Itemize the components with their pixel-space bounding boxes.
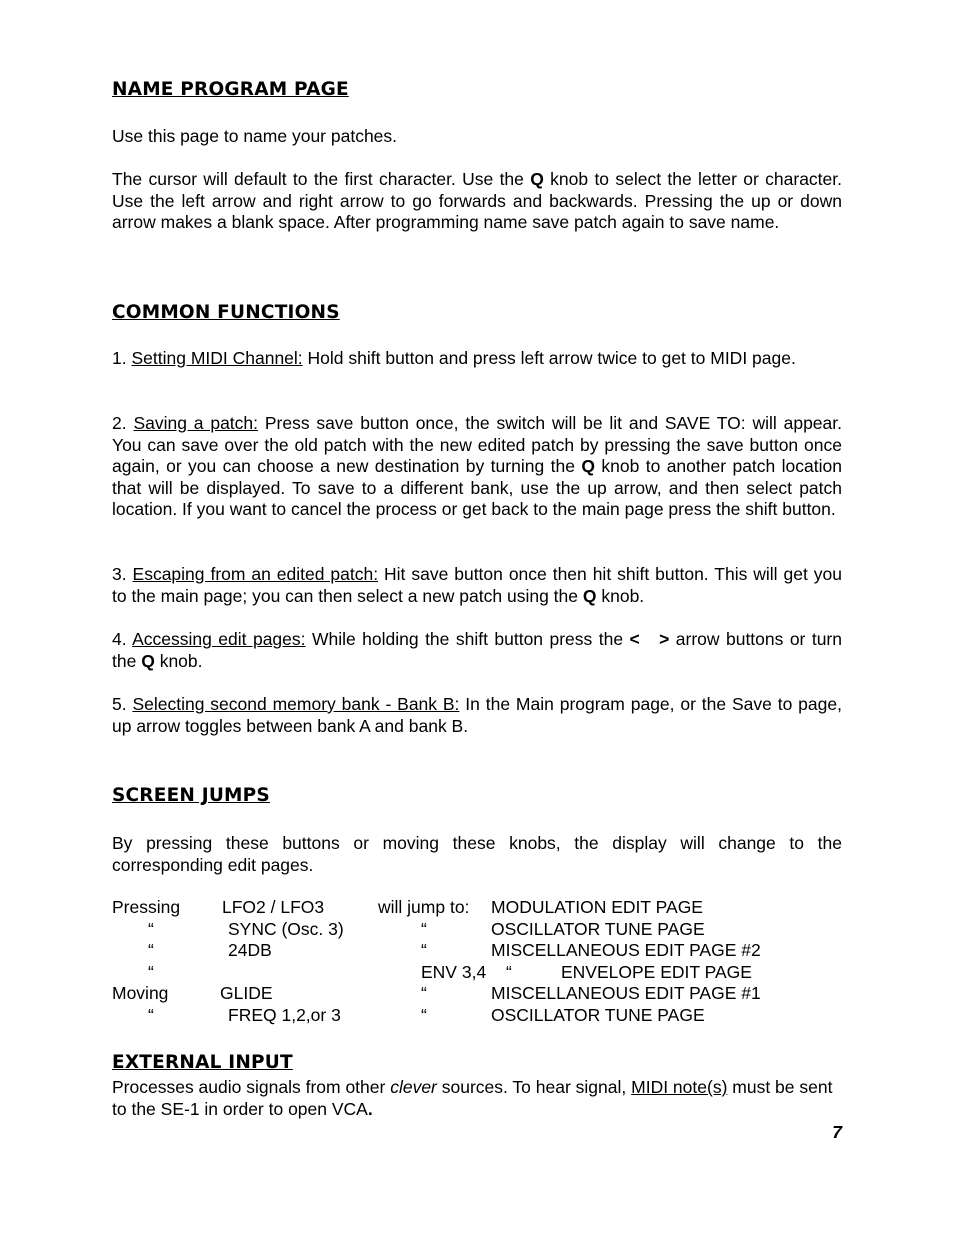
jump-target: ENVELOPE EDIT PAGE	[561, 962, 752, 982]
heading-common-functions: COMMON FUNCTIONS	[112, 302, 340, 323]
jump-target: OSCILLATOR TUNE PAGE	[491, 919, 705, 939]
item-number: 3.	[112, 564, 133, 584]
item-title: Escaping from an edited patch:	[132, 564, 379, 584]
jump-target: OSCILLATOR TUNE PAGE	[491, 1005, 705, 1025]
paragraph-screen-jumps-intro: By pressing these buttons or moving these knobs, the display will change to the corresponding edit pages.	[112, 833, 842, 875]
paragraph-item-5	[112, 694, 842, 737]
text: .	[367, 1098, 373, 1119]
item-number: 2.	[112, 413, 134, 433]
jump-control: SYNC (Osc. 3)	[228, 919, 344, 939]
jump-action: “	[148, 1005, 154, 1025]
text: Press save button once, the switch will be lit and SAVE TO: will appear. You can save over the old patch with the new edited patch by pressing the save button once again, or you can choose a new destination by turning the	[112, 413, 842, 477]
heading-external-input: EXTERNAL INPUT	[112, 1052, 293, 1073]
jump-action: “	[148, 962, 154, 982]
paragraph-external-input	[112, 1077, 842, 1120]
heading-screen-jumps: SCREEN JUMPS	[112, 785, 270, 806]
paragraph-name-cursor	[112, 169, 842, 234]
arrow-buttons-ref: < >	[629, 629, 670, 649]
q-knob-ref: Q	[581, 456, 595, 477]
item-title: Setting MIDI Channel:	[131, 348, 303, 368]
jump-target: MISCELLANEOUS EDIT PAGE #1	[491, 983, 761, 1003]
jump-action: “	[148, 940, 154, 960]
text: The cursor will default to the first character. Use the	[112, 169, 531, 189]
page-number: 7	[832, 1122, 842, 1142]
paragraph-item-2	[112, 413, 842, 521]
item-title: Accessing edit pages:	[132, 629, 306, 649]
underlined-term: MIDI note(s)	[631, 1077, 728, 1097]
jump-label: “	[421, 983, 427, 1003]
jump-row	[112, 940, 842, 962]
text: In the Main program page, or the Save to page, up arrow toggles between bank A and bank B.	[112, 694, 842, 736]
jump-control: LFO2 / LFO3	[222, 897, 325, 917]
jump-target: MODULATION EDIT PAGE	[491, 897, 703, 917]
jump-label: will jump to:	[378, 897, 470, 917]
jump-label: “	[421, 1005, 427, 1025]
item-title: Selecting second memory bank - Bank B:	[132, 694, 460, 714]
jump-target: MISCELLANEOUS EDIT PAGE #2	[491, 940, 761, 960]
paragraph-name-intro: Use this page to name your patches.	[112, 126, 398, 146]
text: knob.	[154, 650, 203, 671]
jump-row	[112, 919, 842, 941]
text: Hold shift button and press left arrow twice to get to MIDI page.	[302, 348, 796, 368]
jump-action: Pressing	[112, 897, 181, 917]
jump-control: 24DB	[228, 940, 272, 960]
text: must be sent to the SE-1 in order to open VCA	[112, 1077, 833, 1119]
text: arrow buttons or turn the	[112, 629, 842, 671]
paragraph-item-3	[112, 564, 842, 607]
paragraph-item-1	[112, 348, 842, 370]
jump-label: “	[421, 919, 427, 939]
q-knob-ref: Q	[530, 169, 544, 189]
jump-action: “	[148, 919, 154, 939]
text: Hit save button once then hit shift button. This will get you to the main page; you can then select a new patch using the	[112, 564, 842, 606]
jump-row	[112, 983, 842, 1005]
jump-action: Moving	[112, 983, 169, 1003]
emphasis: clever	[390, 1077, 437, 1097]
q-knob-ref: Q	[141, 650, 155, 671]
text: knob.	[596, 585, 645, 606]
text: sources. To hear signal,	[436, 1077, 632, 1097]
item-number: 1.	[112, 348, 132, 368]
paragraph-item-4	[112, 629, 842, 672]
jump-control: FREQ 1,2,or 3	[228, 1005, 341, 1025]
text: knob to another patch location that will be displayed. To save to a different bank, use the up arrow, and then select patch location. If you want to cancel the process or get back to the main page press the shift button.	[112, 456, 842, 520]
item-title: Saving a patch:	[133, 413, 259, 433]
jump-control: ENV 3,4	[421, 962, 487, 982]
text: knob to select the letter or character. Use the left arrow and right arrow to go forwards and backwards. Pressing the up or down arrow makes a blank space. After programming name save patch again to save name.	[112, 169, 842, 233]
jump-control: GLIDE	[220, 983, 273, 1003]
q-knob-ref: Q	[582, 585, 597, 606]
text: While holding the shift button press the	[305, 629, 630, 649]
heading-name-program-page: NAME PROGRAM PAGE	[112, 79, 349, 100]
jump-row	[112, 1005, 842, 1027]
jump-row	[112, 962, 842, 984]
jump-label: “	[421, 940, 427, 960]
item-number: 5.	[112, 694, 133, 714]
jump-row	[112, 897, 842, 919]
item-number: 4.	[112, 629, 133, 649]
text: Processes audio signals from other	[112, 1077, 391, 1097]
jump-label: “	[506, 962, 512, 982]
